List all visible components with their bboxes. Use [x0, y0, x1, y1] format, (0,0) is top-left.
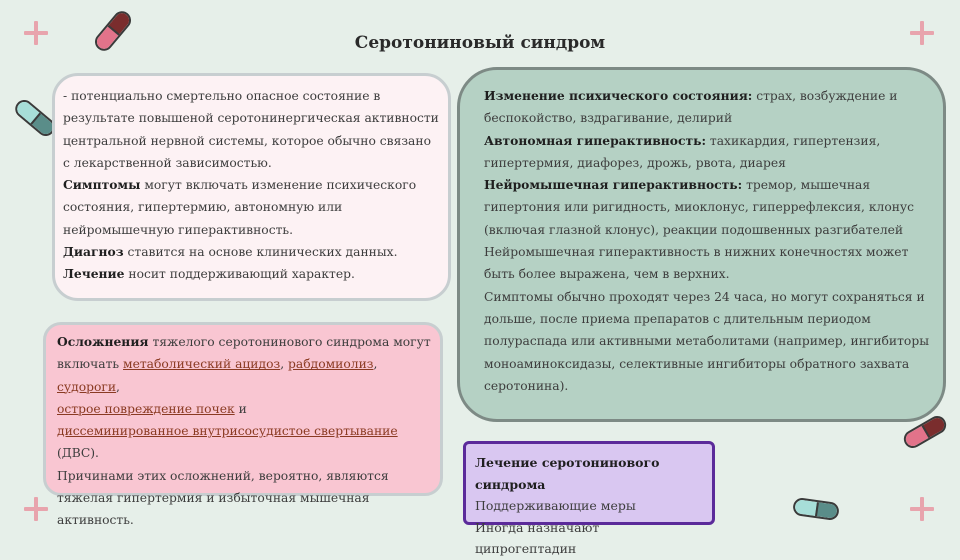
symptoms-text: могут включать изменение психического состояния, гипертермию, автономную или нейромышечную гиперактивность.: [63, 178, 417, 237]
treatment-text: носит поддерживающий характер.: [124, 267, 355, 282]
complications-text-end: (ДВС).: [57, 446, 99, 461]
treatment-box-title: Лечение серотонинового синдрома: [475, 455, 660, 492]
causes-paragraph: Причинами этих осложнений, вероятно, являются тяжелая гипертермия и избыточная мышечная активность.: [57, 468, 389, 528]
autonomic-paragraph: [484, 130, 933, 175]
complications-paragraph: [57, 331, 432, 465]
treatment-line-2: Иногда назначают ципрогептадин: [475, 519, 600, 556]
complications-box: [43, 322, 443, 528]
separator: ,: [116, 379, 120, 394]
mental-paragraph: [484, 85, 933, 130]
treatment-box: [463, 441, 715, 556]
pill-icon: [792, 497, 840, 521]
autonomic-text: тахикардия, гипертензия, гипертермия, диафорез, дрожь, рвота, диарея: [484, 133, 881, 170]
complications-text: тяжелого серотонинового синдрома могут включать: [57, 335, 431, 372]
link-dic[interactable]: диссеминированное внутрисосудистое свертывание: [57, 424, 398, 439]
limbs-paragraph: Нейромышечная гиперактивность в нижних конечностях может быть более выражена, чем в верхних.: [484, 245, 909, 282]
duration-paragraph: Симптомы обычно проходят через 24 часа, но могут сохраняться и дольше, после приема препаратов с длительным периодом полураспада или активными метаболитами (например, ингибиторы моноаминоксидазы, селективные ингибиторы обратного захвата серотонина).: [484, 289, 929, 393]
complications-label: Осложнения: [57, 334, 149, 349]
neuro-text: тремор, мышечная гипертония или ригидность, миоклонус, гиперрефлексия, клонус (включая глазной клонус), реакции подошвенных разгибателей: [484, 178, 915, 237]
link-metabolic-acidosis[interactable]: метаболический ацидоз: [123, 357, 281, 372]
mental-label: Изменение психического состояния:: [484, 88, 753, 103]
symptoms-label: Симптомы: [63, 177, 141, 193]
separator: ,: [373, 357, 378, 372]
plus-icon: [24, 497, 48, 521]
separator: и: [234, 401, 247, 416]
page-title: Серотониновый синдром: [354, 33, 606, 53]
diagnosis-paragraph: [63, 241, 440, 263]
diagnosis-label: Диагноз: [63, 244, 124, 260]
treatment-label: Лечение: [63, 266, 125, 282]
autonomic-label: Автономная гиперактивность:: [484, 132, 707, 148]
diagnosis-text: ставится на основе клинических данных.: [123, 245, 398, 260]
neuro-paragraph: [484, 174, 933, 241]
plus-icon: [910, 497, 934, 521]
separator: ,: [280, 357, 289, 372]
link-acute-kidney-injury[interactable]: острое повреждение почек: [57, 401, 235, 416]
mental-text: страх, возбуждение и беспокойство, вздрагивание, делирий: [484, 89, 898, 126]
symptoms-paragraph: [63, 174, 440, 241]
link-rhabdomyolysis[interactable]: рабдомиолиз: [288, 357, 374, 372]
neuro-label: Нейромышечная гиперактивность:: [484, 177, 743, 193]
symptoms-box: [457, 67, 946, 422]
treatment-line-1: Поддерживающие меры: [475, 498, 636, 513]
link-seizures[interactable]: судороги: [57, 379, 117, 394]
definition-box: [52, 73, 451, 301]
definition-text: - потенциально смертельно опасное состояние в результате повышеной серотонинергическая активности центральной нервной системы, которое обычно связано с лекарственной зависимостью.: [63, 89, 439, 170]
treatment-paragraph: [63, 263, 440, 285]
